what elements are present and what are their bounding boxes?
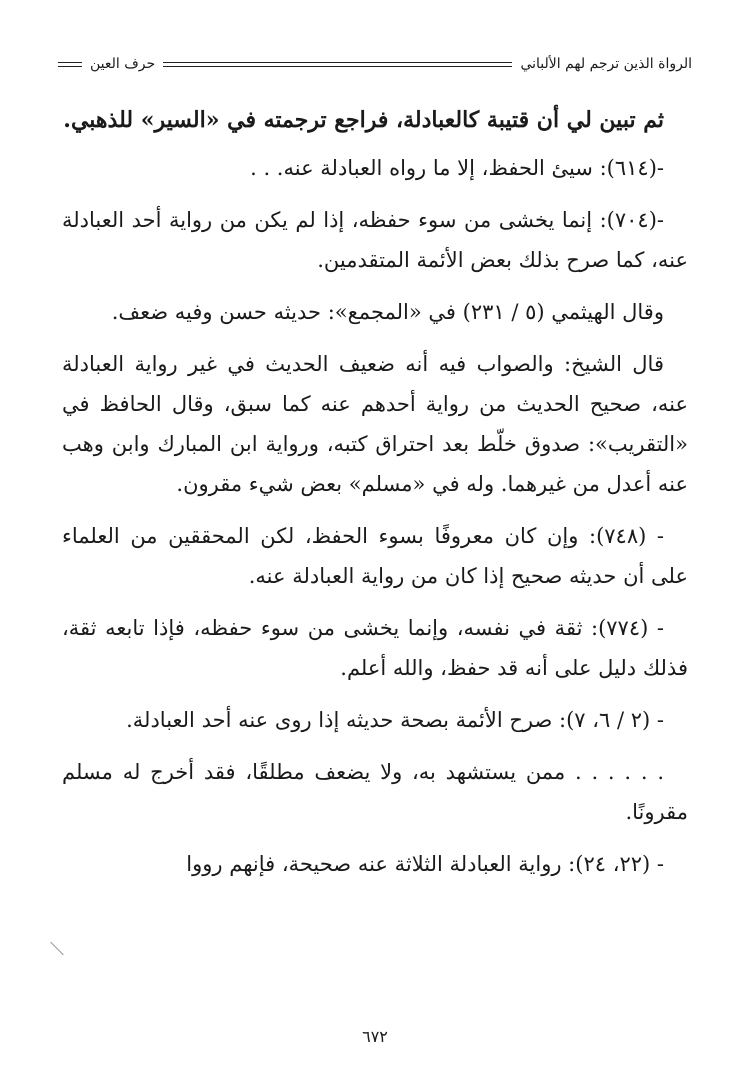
paragraph: - (٧٤٨): وإن كان معروفًا بسوء الحفظ، لكن المحققين من العلماء على أن حديثه صحيح إذا كان من رواية العبادلة عنه. — [62, 524, 688, 588]
header-end-rule — [58, 62, 82, 67]
paragraph: . . . . . . ممن يستشهد به، ولا يضعف مطلقًا، فقد أخرج له مسلم مقرونًا. — [62, 760, 688, 824]
running-header — [58, 52, 692, 76]
page-number: ٦٧٢ — [362, 1027, 388, 1046]
paragraph: -(٧٠٤): إنما يخشى من سوء حفظه، إذا لم يكن من رواية أحد العبادلة عنه، كما صرح بذلك بعض الأئمة المتقدمين. — [62, 208, 688, 272]
paragraph: - (٢ / ٦، ٧): صرح الأئمة بصحة حديثه إذا روى عنه أحد العبادلة. — [126, 708, 664, 732]
paragraph: - (٢٢، ٢٤): رواية العبادلة الثلاثة عنه صحيحة، فإنهم رووا — [186, 852, 664, 876]
paragraph: قال الشيخ: والصواب فيه أنه ضعيف الحديث في غير رواية العبادلة عنه، صحيح الحديث من رواية أحدهم عنه كما سبق، وقال الحافظ في «التقريب»: صدوق خلّط بعد احتراق كتبه، ورواية ابن المبارك وابن وهب عنه أعدل من غيرهما. وله في «مسلم» بعض شيء مقرون. — [62, 352, 689, 496]
paragraph: - (٧٧٤): ثقة في نفسه، وإنما يخشى من سوء حفظه، فإذا تابعه ثقة، فذلك دليل على أنه قد حفظ، والله أعلم. — [62, 616, 688, 680]
paragraph: وقال الهيثمي (٥ / ٢٣١) في «المجمع»: حديثه حسن وفيه ضعف. — [111, 300, 664, 324]
header-rule — [163, 62, 512, 67]
page-body — [62, 100, 688, 896]
paragraph-intro: ثم تبين لي أن قتيبة كالعبادلة، فراجع ترجمته في «السير» للذهبي. — [63, 107, 664, 133]
section-title: حرف العين — [90, 56, 156, 72]
scan-mark — [50, 942, 63, 955]
book-title: الرواة الذين ترجم لهم الألباني — [520, 56, 692, 72]
paragraph: -(٦١٤): سيئ الحفظ، إلا ما رواه العبادلة عنه. . . — [250, 156, 664, 180]
